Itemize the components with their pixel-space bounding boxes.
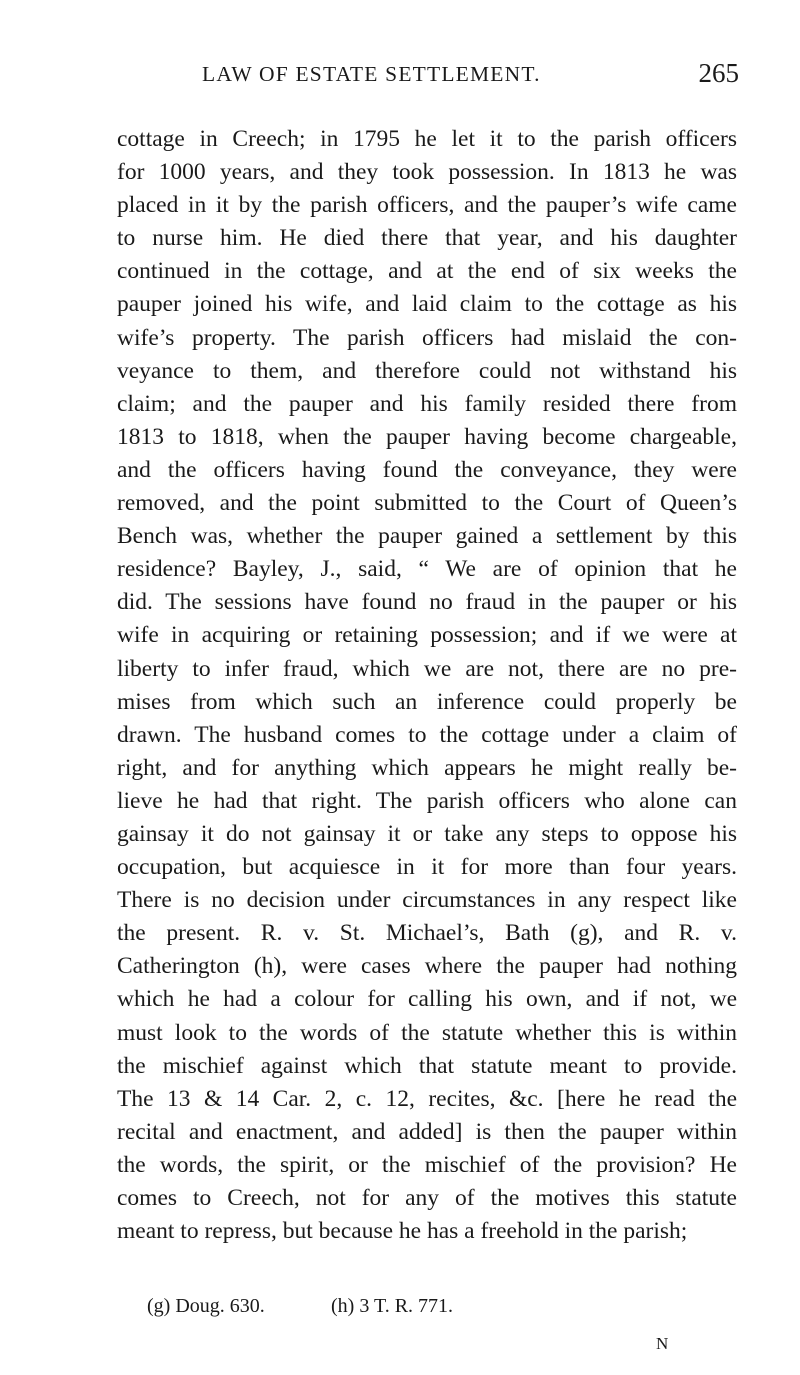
text-line: residence? Bayley, J., said, “ We are of opinion that he [117,556,737,583]
text-line: recital and enactment, and added] is then the pauper within [117,1118,737,1145]
text-line: right, and for anything which appears he might really be- [117,754,737,781]
text-line: drawn. The husband comes to the cottage under a claim of [117,721,737,748]
text-line: for 1000 years, and they took possession. In 1813 he was [117,159,737,186]
text-line: wife’s property. The parish officers had mislaid the con- [117,324,737,351]
running-head [117,58,737,98]
text-line: liberty to infer fraud, which we are not, there are no pre- [117,655,737,682]
text-line: 1813 to 1818, when the pauper having become chargeable, [117,423,737,450]
text-line: occupation, but acquiesce in it for more than four years. [117,854,737,881]
text-line: which he had a colour for calling his own, and if not, we [117,986,737,1013]
text-line: Bench was, whether the pauper gained a settlement by this [117,523,737,550]
text-line: There is no decision under circumstances in any respect like [117,887,737,914]
text-line: veyance to them, and therefore could not withstand his [117,357,737,384]
footnote-g: (g) Doug. 630. [147,1295,265,1317]
signature-mark: N [656,1334,669,1353]
text-line: must look to the words of the statute whether this is within [117,1019,737,1046]
text-line: and the officers having found the conveyance, they were [117,456,737,483]
text-line: placed in it by the parish officers, and the pauper’s wife came [117,192,737,219]
page-number: 265 [698,58,739,88]
text-line: The 13 & 14 Car. 2, c. 12, recites, &c. [here he read the [117,1085,737,1112]
text-line: the present. R. v. St. Michael’s, Bath (g), and R. v. [117,920,737,947]
text-line: continued in the cottage, and at the end of six weeks the [117,258,737,285]
text-line: gainsay it do not gainsay it or take any steps to oppose his [117,820,737,847]
text-line: pauper joined his wife, and laid claim to the cottage as his [117,291,737,318]
text-line: Catherington (h), were cases where the pauper had nothing [117,953,737,980]
text-line: did. The sessions have found no fraud in the pauper or his [117,589,737,616]
running-head-title: LAW OF ESTATE SETTLEMENT. [202,62,541,86]
text-line: claim; and the pauper and his family resided there from [117,390,737,417]
text-line: meant to repress, but because he has a freehold in the parish; [117,1218,688,1245]
body-text [117,123,737,1248]
text-line: the words, the spirit, or the mischief of the provision? He [117,1151,737,1178]
text-line: lieve he had that right. The parish officers who alone can [117,787,737,814]
footnote-h: (h) 3 T. R. 771. [331,1295,454,1317]
text-line: to nurse him. He died there that year, and his daughter [117,225,737,252]
text-line: mises from which such an inference could properly be [117,688,737,715]
text-line: the mischief against which that statute meant to provide. [117,1052,737,1079]
text-line: comes to Creech, not for any of the motives this statute [117,1185,737,1211]
text-line: removed, and the point submitted to the Court of Queen’s [117,490,737,517]
text-line: wife in acquiring or retaining possession; and if we were at [117,622,737,649]
text-line: cottage in Creech; in 1795 he let it to the parish officers [117,126,737,152]
